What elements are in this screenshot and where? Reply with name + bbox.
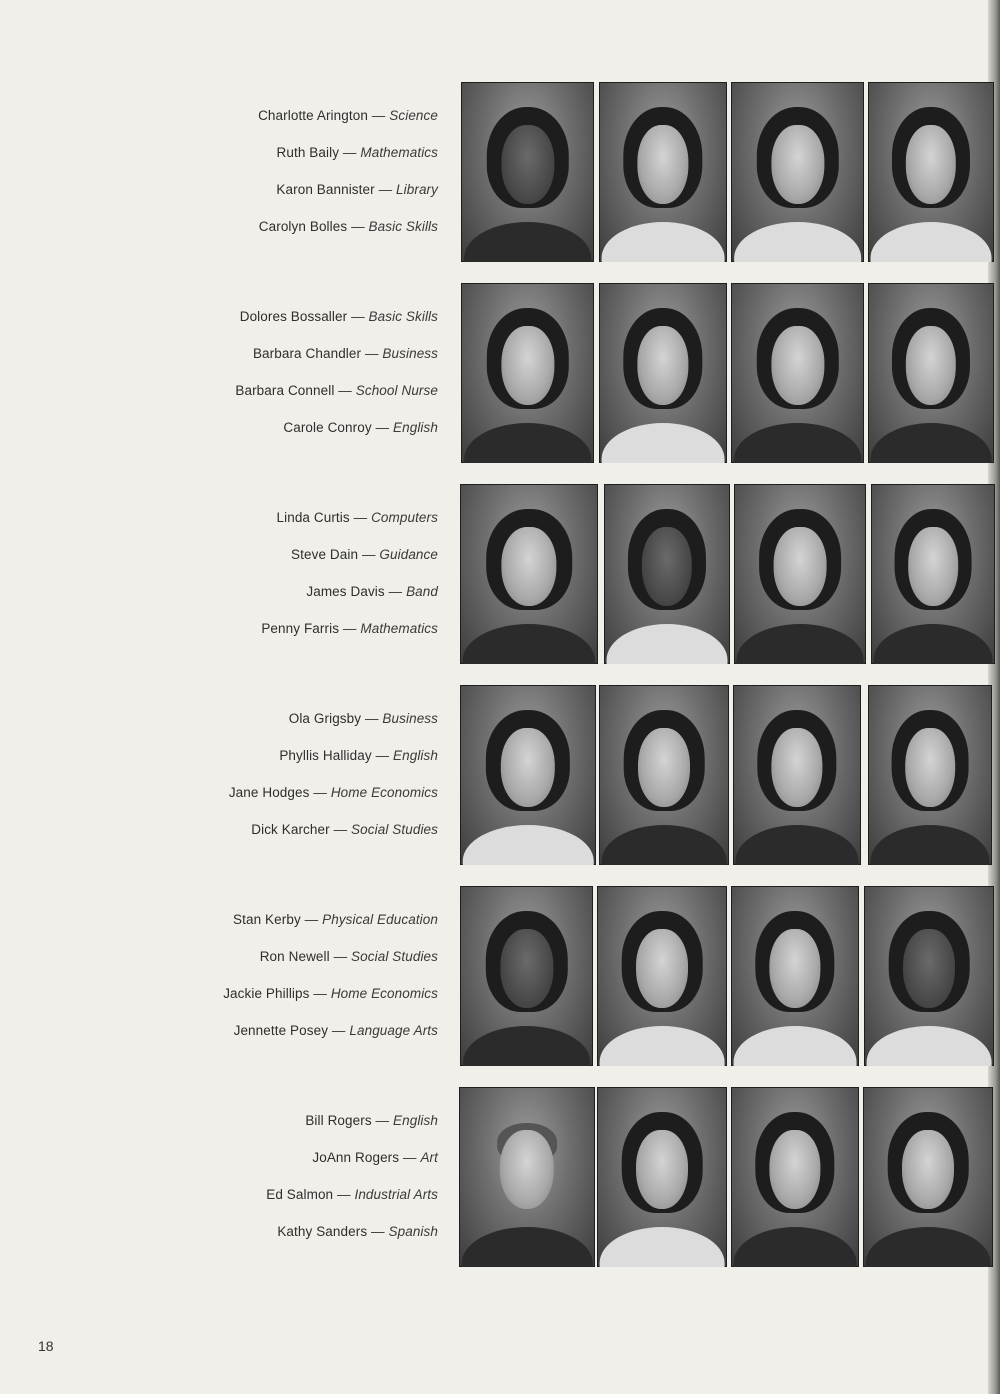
portrait-face xyxy=(501,527,556,606)
portrait-shoulders xyxy=(607,624,728,664)
staff-department: Business xyxy=(382,346,438,361)
em-dash-separator: — xyxy=(399,1150,421,1165)
staff-name: Carolyn Bolles xyxy=(258,219,348,234)
portrait-face xyxy=(637,125,688,204)
staff-portrait-photo xyxy=(459,1087,595,1267)
em-dash-separator: — xyxy=(333,1187,355,1202)
em-dash-separator: — xyxy=(361,711,383,726)
em-dash-separator: — xyxy=(358,547,380,562)
portrait-face xyxy=(501,326,554,405)
em-dash-separator: — xyxy=(371,748,394,763)
staff-department: English xyxy=(393,420,438,435)
staff-portrait-photo xyxy=(461,82,594,262)
staff-caption xyxy=(108,981,438,1018)
em-dash-separator: — xyxy=(328,1023,350,1038)
staff-caption xyxy=(108,907,438,944)
portrait-shoulders xyxy=(736,825,859,865)
staff-department: Home Economics xyxy=(330,986,438,1001)
staff-name: Jennette Posey xyxy=(233,1023,329,1038)
page-number: 18 xyxy=(38,1338,54,1354)
staff-name: James Davis xyxy=(306,584,385,599)
portrait-shoulders xyxy=(462,1227,593,1267)
em-dash-separator: — xyxy=(367,108,390,123)
staff-department: Home Economics xyxy=(330,785,438,800)
portrait-shoulders xyxy=(463,624,595,664)
staff-name: Ron Newell xyxy=(259,949,330,964)
staff-name: Karon Bannister xyxy=(276,182,375,197)
staff-name: Kathy Sanders xyxy=(277,1224,368,1239)
portrait-shoulders xyxy=(734,222,862,262)
em-dash-separator: — xyxy=(329,949,352,964)
portrait-face xyxy=(501,728,555,807)
staff-caption xyxy=(108,1108,438,1145)
portrait-shoulders xyxy=(600,1227,725,1267)
portrait-face xyxy=(769,1130,820,1209)
staff-name: Penny Farris xyxy=(261,621,340,636)
portrait-face xyxy=(500,1130,554,1209)
em-dash-separator: — xyxy=(367,1224,389,1239)
portrait-face xyxy=(774,527,827,606)
staff-department: Industrial Arts xyxy=(354,1187,438,1202)
staff-portrait-photo xyxy=(731,886,859,1066)
portrait-shoulders xyxy=(867,1026,992,1066)
staff-portrait-photo xyxy=(460,484,598,664)
portrait-shoulders xyxy=(600,1026,725,1066)
portrait-shoulders xyxy=(871,423,992,463)
staff-name: Linda Curtis xyxy=(276,510,350,525)
staff-caption xyxy=(108,743,438,780)
em-dash-separator: — xyxy=(349,510,372,525)
portrait-face xyxy=(905,728,955,807)
staff-portrait-photo xyxy=(864,886,994,1066)
portrait-face xyxy=(906,125,956,204)
staff-portrait-photo xyxy=(731,1087,859,1267)
staff-department: Social Studies xyxy=(351,949,438,964)
staff-name-list xyxy=(108,706,438,854)
staff-portrait-photo xyxy=(868,685,992,865)
staff-name: Carole Conroy xyxy=(283,420,372,435)
staff-name-list xyxy=(108,103,438,251)
staff-portrait-photo xyxy=(599,685,729,865)
staff-department: English xyxy=(393,1113,438,1128)
staff-name: Steve Dain xyxy=(291,547,359,562)
staff-department: Science xyxy=(389,108,438,123)
portrait-shoulders xyxy=(734,423,862,463)
staff-portrait-photo xyxy=(868,283,994,463)
staff-portrait-photo xyxy=(461,283,594,463)
staff-name: Barbara Connell xyxy=(235,383,335,398)
portrait-shoulders xyxy=(464,423,592,463)
staff-portrait-photo xyxy=(871,484,995,664)
portrait-face xyxy=(638,728,690,807)
portrait-shoulders xyxy=(871,222,992,262)
staff-department: Social Studies xyxy=(351,822,438,837)
portrait-shoulders xyxy=(866,1227,991,1267)
staff-department: School Nurse xyxy=(355,383,438,398)
portrait-face xyxy=(501,125,554,204)
staff-caption xyxy=(108,1018,438,1055)
staff-name: Stan Kerby xyxy=(233,912,301,927)
staff-department: Spanish xyxy=(388,1224,438,1239)
portrait-face xyxy=(642,527,692,606)
portrait-face xyxy=(908,527,958,606)
staff-caption xyxy=(108,304,438,341)
portrait-shoulders xyxy=(463,825,594,865)
portrait-face xyxy=(906,326,956,405)
staff-department: Basic Skills xyxy=(368,309,438,324)
em-dash-separator: — xyxy=(347,219,369,234)
portrait-shoulders xyxy=(602,222,725,262)
staff-portrait-photo xyxy=(460,685,596,865)
staff-name: Ed Salmon xyxy=(266,1187,334,1202)
staff-name-list xyxy=(108,304,438,452)
staff-name: Ruth Baily xyxy=(276,145,340,160)
portrait-face xyxy=(637,326,688,405)
staff-caption xyxy=(108,1145,438,1182)
staff-name: Ola Grigsby xyxy=(288,711,362,726)
staff-portrait-photo xyxy=(597,1087,727,1267)
staff-caption xyxy=(108,817,438,854)
staff-portrait-photo xyxy=(599,82,727,262)
portrait-face xyxy=(771,326,824,405)
portrait-face xyxy=(769,929,820,1008)
staff-caption xyxy=(108,214,438,251)
staff-portrait-photo xyxy=(604,484,730,664)
staff-name: Jane Hodges xyxy=(228,785,310,800)
portrait-shoulders xyxy=(873,624,992,664)
staff-department: Band xyxy=(406,584,438,599)
em-dash-separator: — xyxy=(339,145,361,160)
staff-name: Bill Rogers xyxy=(305,1113,372,1128)
staff-department: English xyxy=(393,748,438,763)
em-dash-separator: — xyxy=(361,346,383,361)
staff-department: Computers xyxy=(371,510,438,525)
staff-name: Dolores Bossaller xyxy=(239,309,348,324)
staff-name-list xyxy=(108,505,438,653)
em-dash-separator: — xyxy=(334,383,356,398)
portrait-shoulders xyxy=(463,1026,591,1066)
em-dash-separator: — xyxy=(309,986,331,1001)
staff-department: Physical Education xyxy=(322,912,438,927)
portrait-shoulders xyxy=(464,222,592,262)
em-dash-separator: — xyxy=(384,584,407,599)
staff-caption xyxy=(108,378,438,415)
portrait-face xyxy=(636,929,688,1008)
staff-name: Barbara Chandler xyxy=(252,346,362,361)
staff-name: Charlotte Arington xyxy=(258,108,368,123)
staff-department: Library xyxy=(396,182,438,197)
em-dash-separator: — xyxy=(371,420,394,435)
staff-portrait-photo xyxy=(599,283,727,463)
staff-portrait-photo xyxy=(460,886,593,1066)
staff-name: Phyllis Halliday xyxy=(279,748,372,763)
staff-caption xyxy=(108,505,438,542)
staff-caption xyxy=(108,1219,438,1256)
staff-caption xyxy=(108,780,438,817)
staff-department: Basic Skills xyxy=(368,219,438,234)
staff-name: Dick Karcher xyxy=(251,822,330,837)
em-dash-separator: — xyxy=(374,182,397,197)
staff-department: Mathematics xyxy=(360,145,438,160)
portrait-face xyxy=(636,1130,688,1209)
staff-name-list xyxy=(108,907,438,1055)
staff-caption xyxy=(108,579,438,616)
em-dash-separator: — xyxy=(347,309,369,324)
staff-department: Guidance xyxy=(379,547,438,562)
portrait-shoulders xyxy=(602,825,727,865)
em-dash-separator: — xyxy=(309,785,331,800)
staff-caption xyxy=(108,944,438,981)
staff-portrait-photo xyxy=(597,886,727,1066)
portrait-face xyxy=(903,929,955,1008)
portrait-face xyxy=(500,929,553,1008)
em-dash-separator: — xyxy=(300,912,323,927)
portrait-shoulders xyxy=(602,423,725,463)
staff-portrait-photo xyxy=(868,82,994,262)
portrait-shoulders xyxy=(737,624,864,664)
staff-portrait-photo xyxy=(731,283,864,463)
staff-caption xyxy=(108,616,438,653)
staff-name: Jackie Phillips xyxy=(223,986,310,1001)
staff-department: Mathematics xyxy=(360,621,438,636)
staff-caption xyxy=(108,341,438,378)
staff-caption xyxy=(108,177,438,214)
staff-portrait-photo xyxy=(863,1087,993,1267)
staff-caption xyxy=(108,103,438,140)
em-dash-separator: — xyxy=(339,621,361,636)
portrait-shoulders xyxy=(734,1227,857,1267)
staff-name-list xyxy=(108,1108,438,1256)
staff-department: Art xyxy=(420,1150,438,1165)
em-dash-separator: — xyxy=(371,1113,394,1128)
portrait-face xyxy=(771,728,822,807)
em-dash-separator: — xyxy=(329,822,352,837)
staff-name: JoAnn Rogers xyxy=(312,1150,400,1165)
portrait-shoulders xyxy=(734,1026,857,1066)
staff-caption xyxy=(108,415,438,452)
portrait-face xyxy=(771,125,824,204)
staff-caption xyxy=(108,542,438,579)
staff-department: Business xyxy=(382,711,438,726)
staff-caption xyxy=(108,706,438,743)
staff-department: Language Arts xyxy=(349,1023,438,1038)
staff-portrait-photo xyxy=(734,484,866,664)
staff-caption xyxy=(108,1182,438,1219)
staff-caption xyxy=(108,140,438,177)
portrait-shoulders xyxy=(870,825,989,865)
staff-portrait-photo xyxy=(733,685,861,865)
portrait-face xyxy=(902,1130,954,1209)
staff-portrait-photo xyxy=(731,82,864,262)
